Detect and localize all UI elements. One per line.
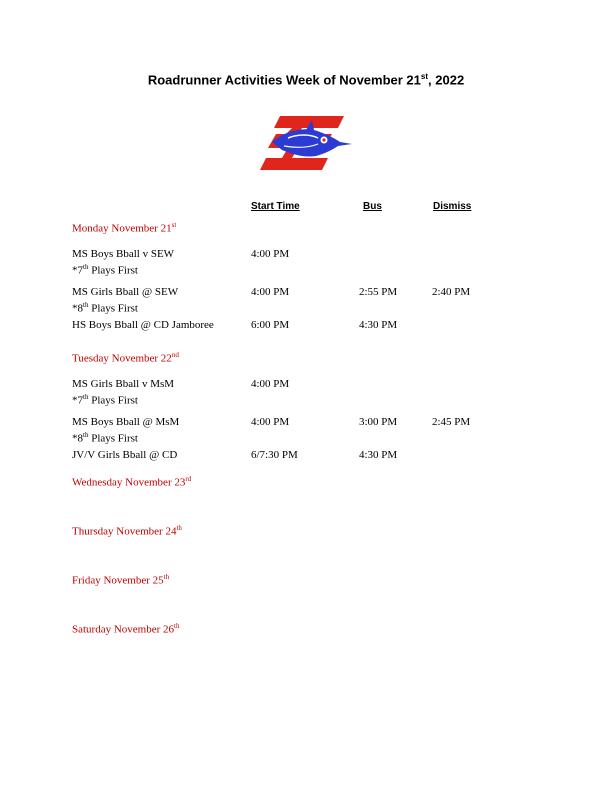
day-heading-tuesday: Tuesday November 22nd	[72, 351, 179, 365]
event-start-time: 4:00 PM	[251, 416, 290, 428]
day-heading-monday: Monday November 21st	[72, 221, 177, 235]
day-heading-saturday: Saturday November 26th	[72, 622, 180, 636]
event-name: HS Boys Bball @ CD Jamboree	[72, 319, 214, 331]
page-title: Roadrunner Activities Week of November 21st, 2022	[147, 72, 465, 88]
event-name: MS Boys Bball @ MsM *8th Plays First	[72, 416, 180, 445]
event-name: MS Girls Bball v MsM *7th Plays First	[72, 378, 175, 407]
day-heading-friday: Friday November 25th	[72, 573, 170, 587]
event-dismiss-time: 2:45 PM	[432, 416, 471, 428]
event-note: *7th Plays First	[72, 393, 138, 407]
event-name: MS Girls Bball @ SEW *8th Plays First	[72, 286, 179, 315]
event-start-time: 6:00 PM	[251, 319, 290, 331]
event-note: *8th Plays First	[72, 301, 138, 315]
day-heading-wednesday: Wednesday November 23rd	[72, 475, 192, 489]
header-dismiss: Dismiss	[433, 201, 472, 212]
event-bus-time: 4:30 PM	[359, 319, 398, 331]
header-start-time: Start Time	[251, 201, 300, 212]
event-bus-time: 4:30 PM	[359, 449, 398, 461]
event-start-time: 6/7:30 PM	[251, 449, 298, 461]
event-name: MS Boys Bball v SEW *7th Plays First	[72, 248, 175, 277]
event-note: *7th Plays First	[72, 263, 138, 277]
day-heading-thursday: Thursday November 24th	[72, 524, 182, 538]
roadrunner-logo-icon	[258, 112, 354, 172]
event-bus-time: 2:55 PM	[359, 286, 398, 298]
event-start-time: 4:00 PM	[251, 378, 290, 390]
event-note: *8th Plays First	[72, 431, 138, 445]
event-name: JV/V Girls Bball @ CD	[72, 449, 178, 461]
event-start-time: 4:00 PM	[251, 286, 290, 298]
event-dismiss-time: 2:40 PM	[432, 286, 471, 298]
event-start-time: 4:00 PM	[251, 248, 290, 260]
event-bus-time: 3:00 PM	[359, 416, 398, 428]
header-bus: Bus	[363, 201, 382, 212]
